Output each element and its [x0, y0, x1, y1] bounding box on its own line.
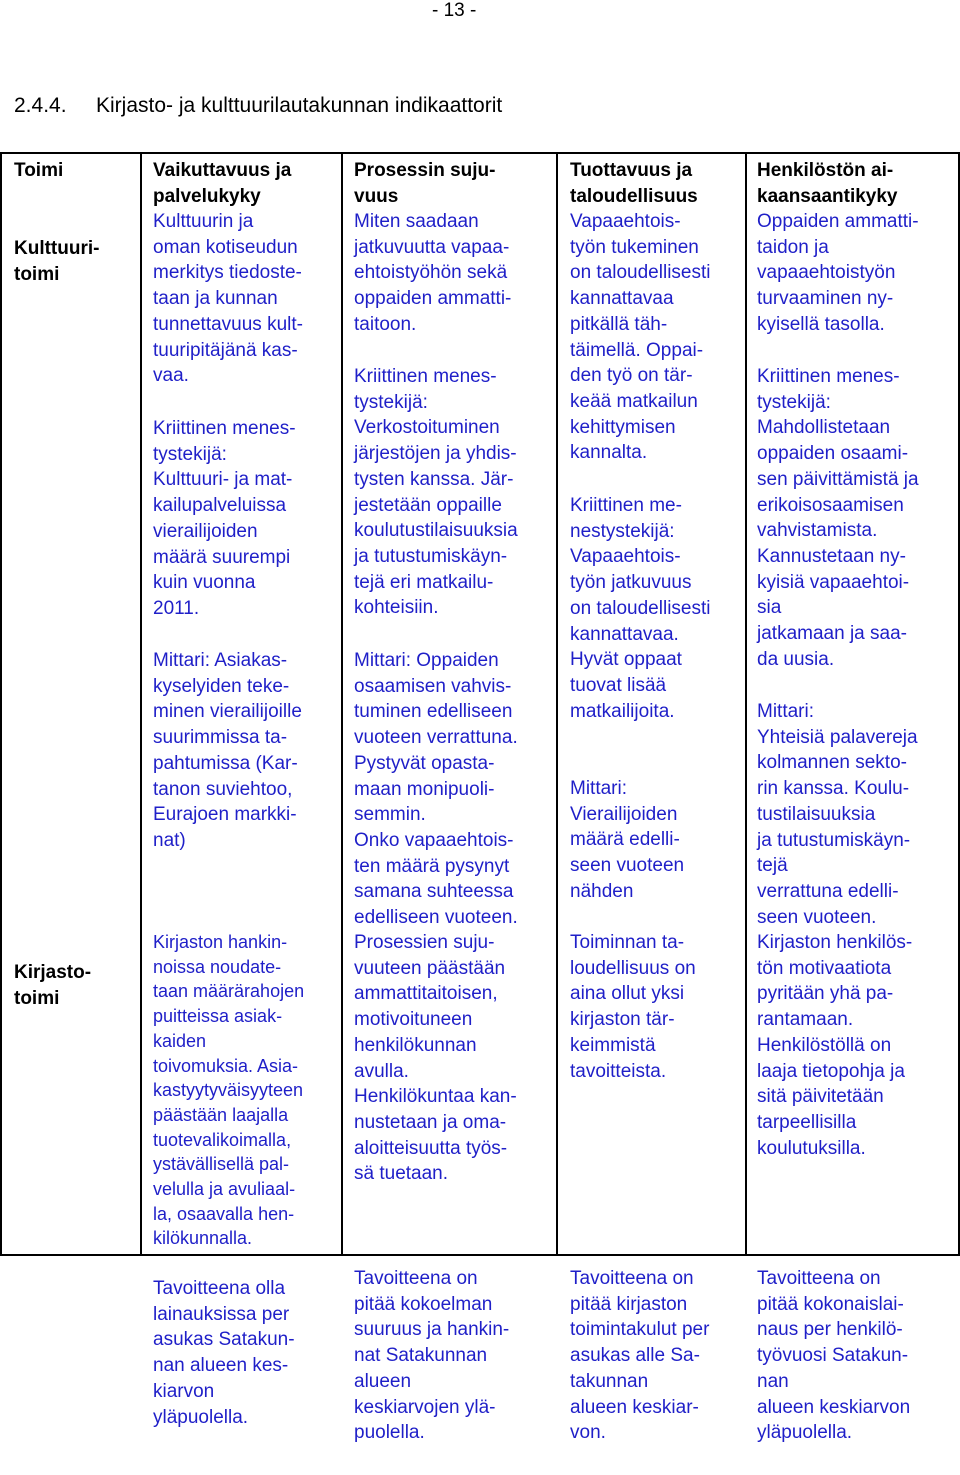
header-prosessi: Prosessin suju- vuus	[354, 160, 496, 207]
kirjasto-tuottavuus-goal: Toiminnan ta- loudellisuus on aina ollut yksi kirjaston tär- keimmistä tavoitteista.	[570, 932, 696, 1082]
page-number: - 13 -	[432, 0, 477, 21]
kirjasto-tuottavuus-target: Tavoitteena on pitää kirjaston toimintakulut per asukas alle Sa- takunnan alueen keskiar- von.	[570, 1268, 710, 1444]
section-heading	[14, 93, 502, 119]
kulttuuri-vaikuttavuus-goal: Kulttuurin ja oman kotiseudun merkitys tiedoste- taan ja kunnan tunnettavuus kult- tuuripitäjänä kas- vaa.	[153, 211, 303, 387]
kulttuuri-henkilosto-goal: Oppaiden ammatti- taidon ja vapaaehtoistyön turvaaminen ny- kyisellä tasolla.	[757, 211, 919, 335]
section-number: 2.4.4.	[14, 94, 67, 117]
kulttuuri-henkilosto-metric: Mittari: Yhteisiä palavereja kolmannen sekto- rin kanssa. Koulu- tustilaisuuksia ja tutustumiskäyn- tejä verrattuna edelli- seen vuoteen.	[757, 701, 918, 928]
kulttuuri-tuottavuus-metric: Mittari: Vierailijoiden määrä edelli- seen vuoteen nähden	[570, 778, 685, 902]
header-tuottavuus: Tuottavuus ja taloudellisuus	[570, 160, 698, 207]
kulttuuri-prosessi-success-factor: Kriittinen menes- tystekijä: Verkostoituminen järjestöjen ja yhdis- tysten kanssa. Jär- jestetään oppaille koulutustilaisuuksia ja tutustumiskäyn- tejä eri matkailu- kohteisiin.	[354, 366, 518, 619]
header-henkilosto: Henkilöstön ai- kaansaantikyky	[757, 160, 898, 207]
kulttuuri-prosessi-goal: Miten saadaan jatkuvuutta vapaa- ehtoistyöhön sekä oppaiden ammatti- taitoon.	[354, 211, 512, 335]
row-label-kirjastotoimi: Kirjasto- toimi	[14, 962, 92, 1009]
header-toimi: Toimi	[14, 160, 64, 181]
kirjasto-henkilosto-goal: Kirjaston henkilös- tön motivaatiota pyritään yhä pa- rantamaan. Henkilöstöllä on laaja tietopohja ja sitä päivitetään tarpeellisilla koulutuksilla.	[757, 932, 913, 1159]
kulttuuri-vaikuttavuus-success-factor: Kriittinen menes- tystekijä: Kulttuuri- ja mat- kailupalveluissa vierailijoiden määrä suurempi kuin vuonna 2011.	[153, 418, 296, 619]
row-label-kulttuuritoimi: Kulttuuri- toimi	[14, 238, 100, 285]
kulttuuri-tuottavuus-goal: Vapaaehtois- työn tukeminen on taloudellisesti kannattavaa pitkällä täh- täimellä. Oppai- den työ on tär- keää matkailun kehittymisen kannalta.	[570, 211, 711, 464]
kirjasto-henkilosto-target: Tavoitteena on pitää kokonaislai- naus per henkilö- työvuosi Satakun- nan alueen keskiarvon yläpuolella.	[757, 1268, 911, 1444]
kirjasto-vaikuttavuus-goal: Kirjaston hankin- noissa noudate- taan määrärahojen puitteissa asiak- kaiden toivomuksia. Asia- kastyytyväisyyteen päästään laajalla tuotevalikoimalla, ystävällisellä pal- velulla ja avuliaal- la, osaavalla hen- kilökunnalla.	[153, 932, 305, 1249]
kulttuuri-henkilosto-success-factor: Kriittinen menes- tystekijä: Mahdollistetaan oppaiden osaami- sen päivittämistä ja erikoisosaamisen vahvistamista. Kannustetaan ny- kyisiä vapaaehtoi- sia jatkamaan ja saa- da uusia.	[757, 366, 919, 670]
section-title: Kirjasto- ja kulttuurilautakunnan indikaattorit	[96, 94, 503, 117]
kirjasto-vaikuttavuus-target: Tavoitteena olla lainauksissa per asukas Satakun- nan alueen kes- kiarvon yläpuolella.	[153, 1278, 295, 1428]
kulttuuri-vaikuttavuus-metric: Mittari: Asiakas- kyselyiden teke- minen vierailijoille suurimmissa ta- pahtumissa (Kar- tanon suviehtoo, Eurajoen markki- nat)	[153, 650, 302, 851]
kirjasto-prosessi-target: Tavoitteena on pitää kokoelman suuruus ja hankin- nat Satakunnan alueen keskiarvojen ylä- puolella.	[354, 1268, 510, 1444]
header-vaikuttavuus: Vaikuttavuus ja palvelukyky	[153, 160, 292, 207]
kulttuuri-prosessi-metric: Mittari: Oppaiden osaamisen vahvis- tuminen edelliseen vuoteen verrattuna. Pystyvät opasta- maan monipuoli- semmin. Onko vapaaehtois- ten määrä pysynyt samana suhteessa edelliseen vuoteen.	[354, 650, 518, 929]
kulttuuri-tuottavuus-success-factor: Kriittinen me- nestystekijä: Vapaaehtois- työn jatkuvuus on taloudellisesti kannattavaa. Hyvät oppaat tuovat lisää matkailijoita.	[570, 495, 711, 722]
kirjasto-prosessi-goal: Prosessien suju- vuuteen päästään ammattitaitoisen, motivoituneen henkilökunnan avulla. Henkilökuntaa kan- nustetaan ja oma- aloitteisuutta työs- sä tuetaan.	[354, 932, 517, 1185]
